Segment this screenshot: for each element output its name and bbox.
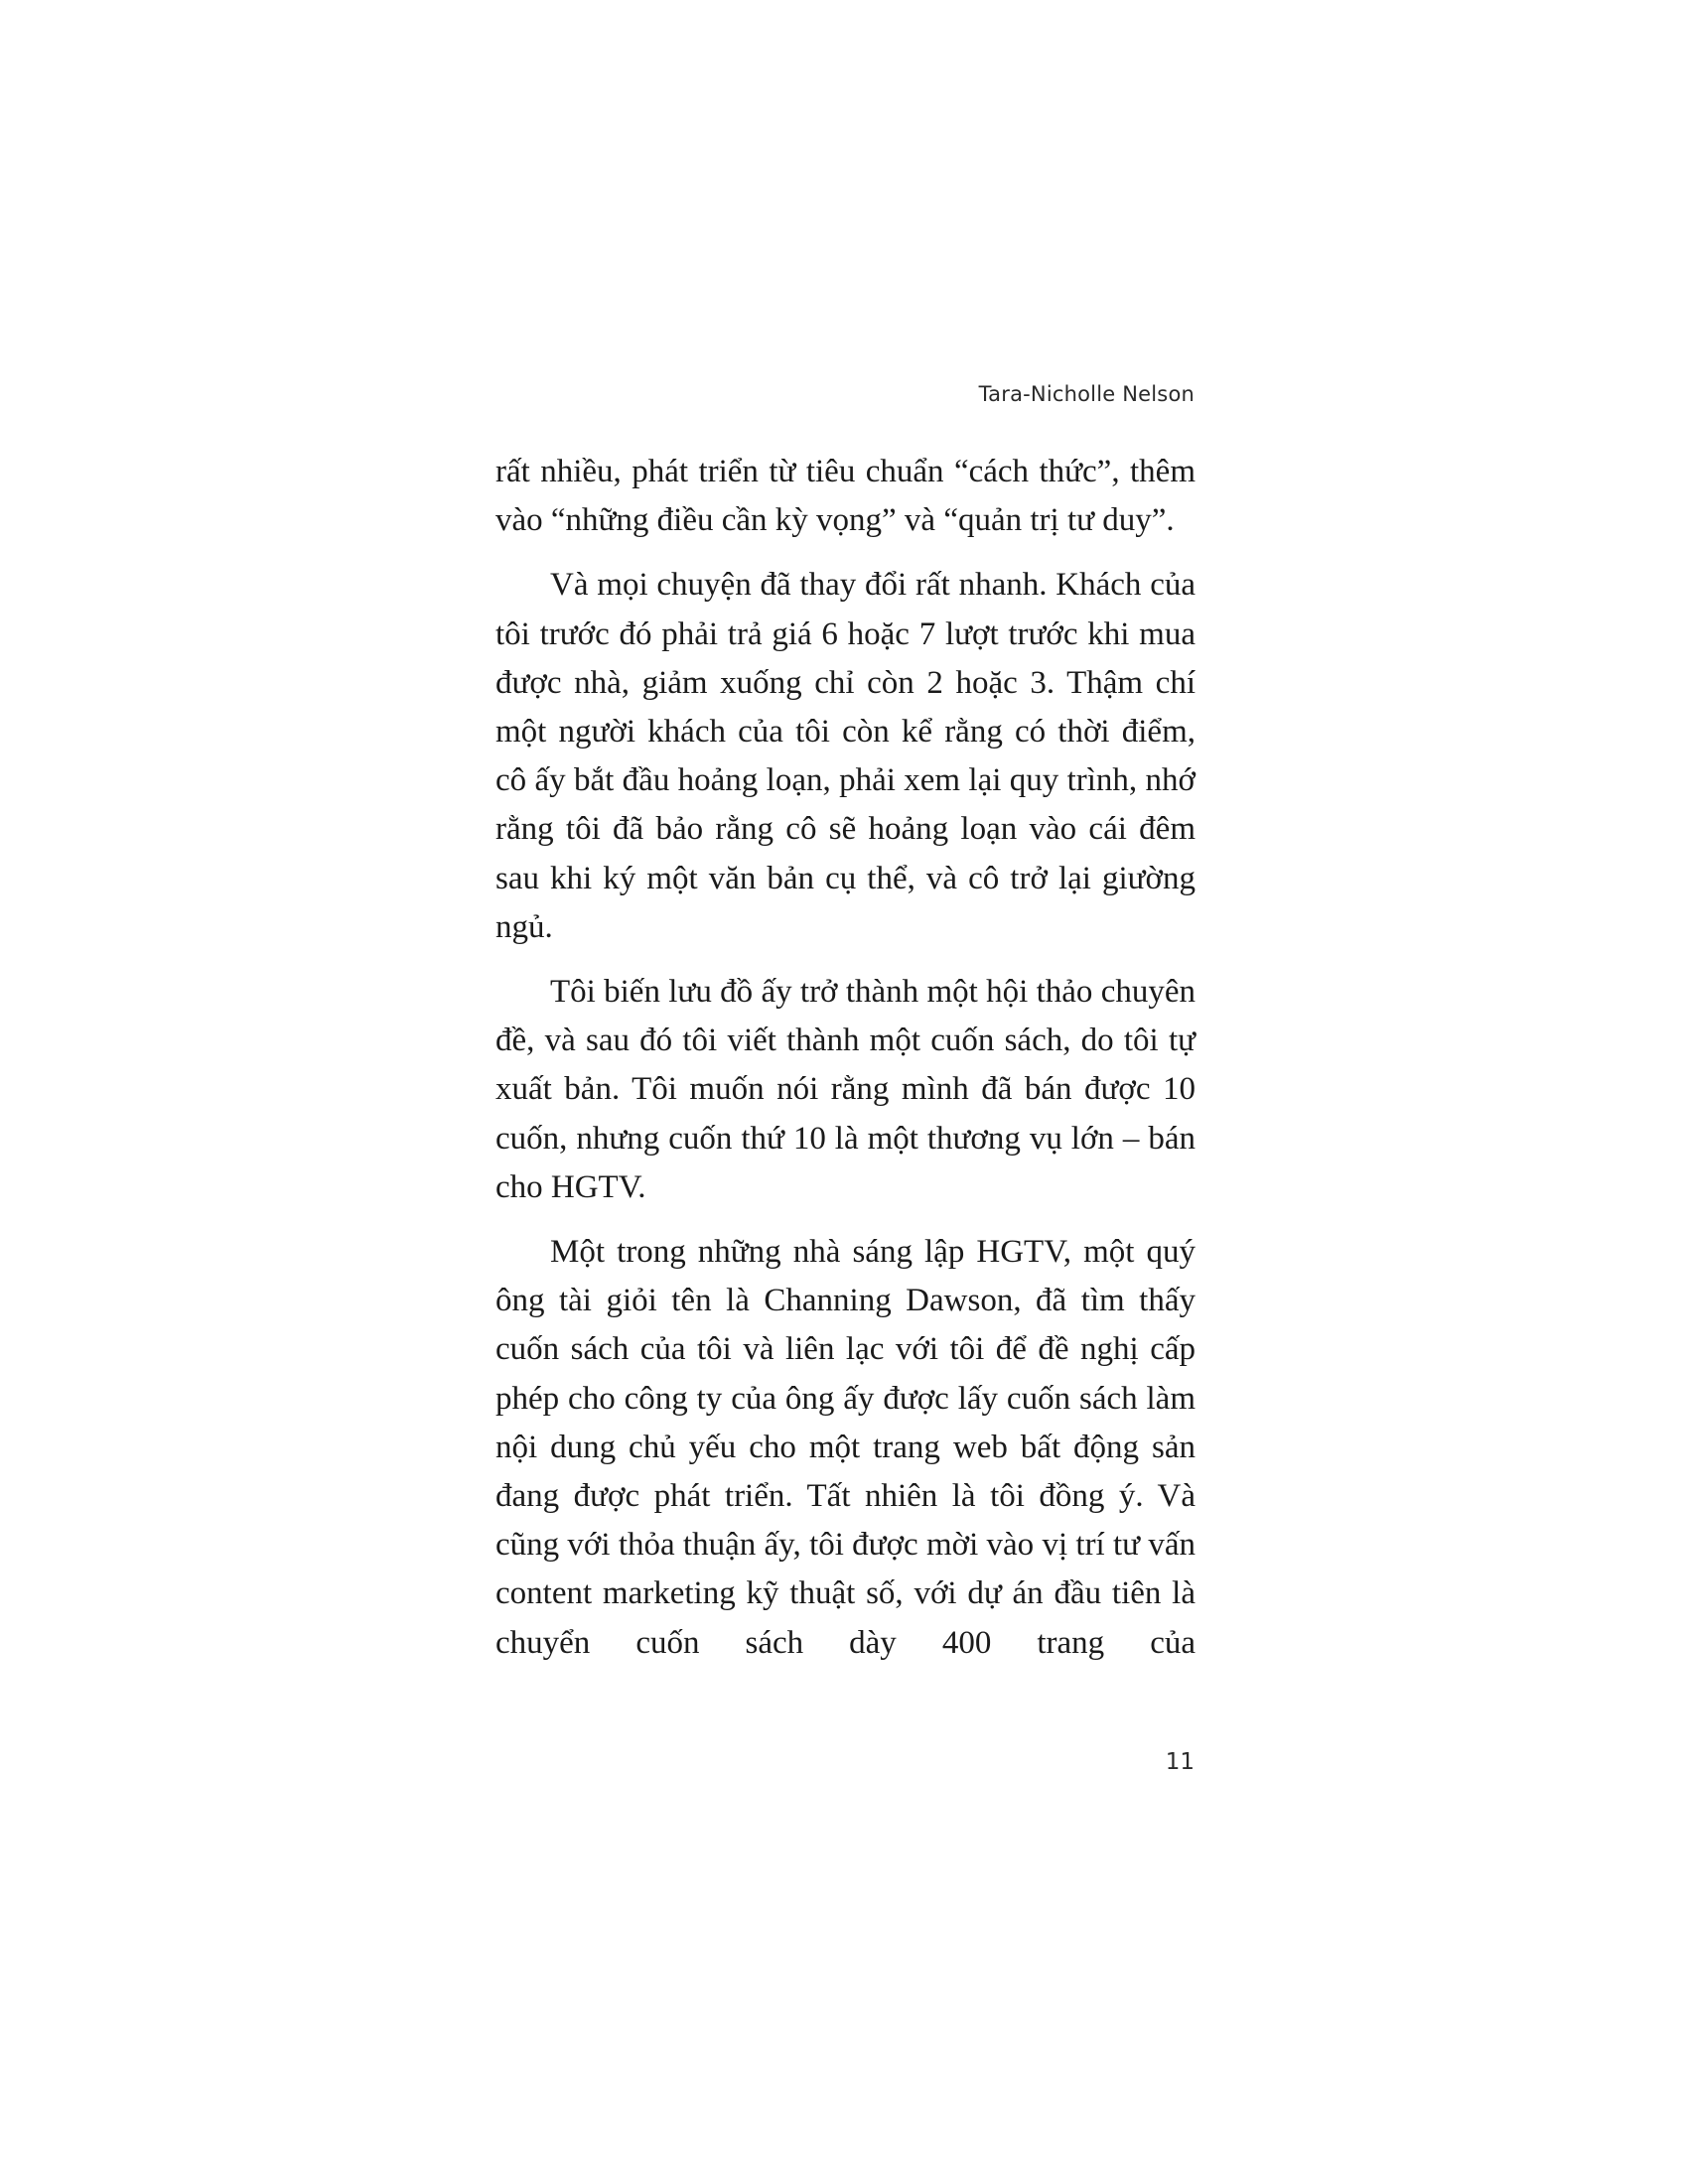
paragraph-1: rất nhiều, phát triển từ tiêu chuẩn “cách thức”, thêm vào “những điều cần kỳ vọng” và “quản trị tư duy”.	[495, 454, 1196, 539]
paragraph-2: Và mọi chuyện đã thay đổi rất nhanh. Khách của tôi trước đó phải trả giá 6 hoặc 7 lượt trước khi mua được nhà, giảm xuống chỉ còn 2 hoặc 3. Thậm chí một người khách của tôi còn kể rằng có thời điểm, cô ấy bắt đầu hoảng loạn, phải xem lại quy trình, nhớ rằng tôi đã bảo rằng cô sẽ hoảng loạn vào cái đêm sau khi ký một văn bản cụ thể, và cô trở lại giường ngủ.	[495, 567, 1196, 945]
paragraph-4: Một trong những nhà sáng lập HGTV, một quý ông tài giỏi tên là Channing Dawson, đã tìm thấy cuốn sách của tôi và liên lạc với tôi để đề nghị cấp phép cho công ty của ông ấy được lấy cuốn sách làm nội dung chủ yếu cho một trang web bất động sản đang được phát triển. Tất nhiên là tôi đồng ý. Và cũng với thỏa thuận ấy, tôi được mời vào vị trí tư vấn content marketing kỹ thuật số, với dự án đầu tiên là chuyển cuốn sách dày 400 trang của	[495, 1234, 1196, 1661]
page-number: 11	[1165, 1749, 1195, 1775]
running-head-author: Tara-Nicholle Nelson	[978, 382, 1195, 406]
paragraph-3: Tôi biến lưu đồ ấy trở thành một hội thảo chuyên đề, và sau đó tôi viết thành một cuốn sách, do tôi tự xuất bản. Tôi muốn nói rằng mình đã bán được 10 cuốn, nhưng cuốn thứ 10 là một thương vụ lớn – bán cho HGTV.	[495, 974, 1196, 1205]
body-text	[495, 448, 1196, 1668]
